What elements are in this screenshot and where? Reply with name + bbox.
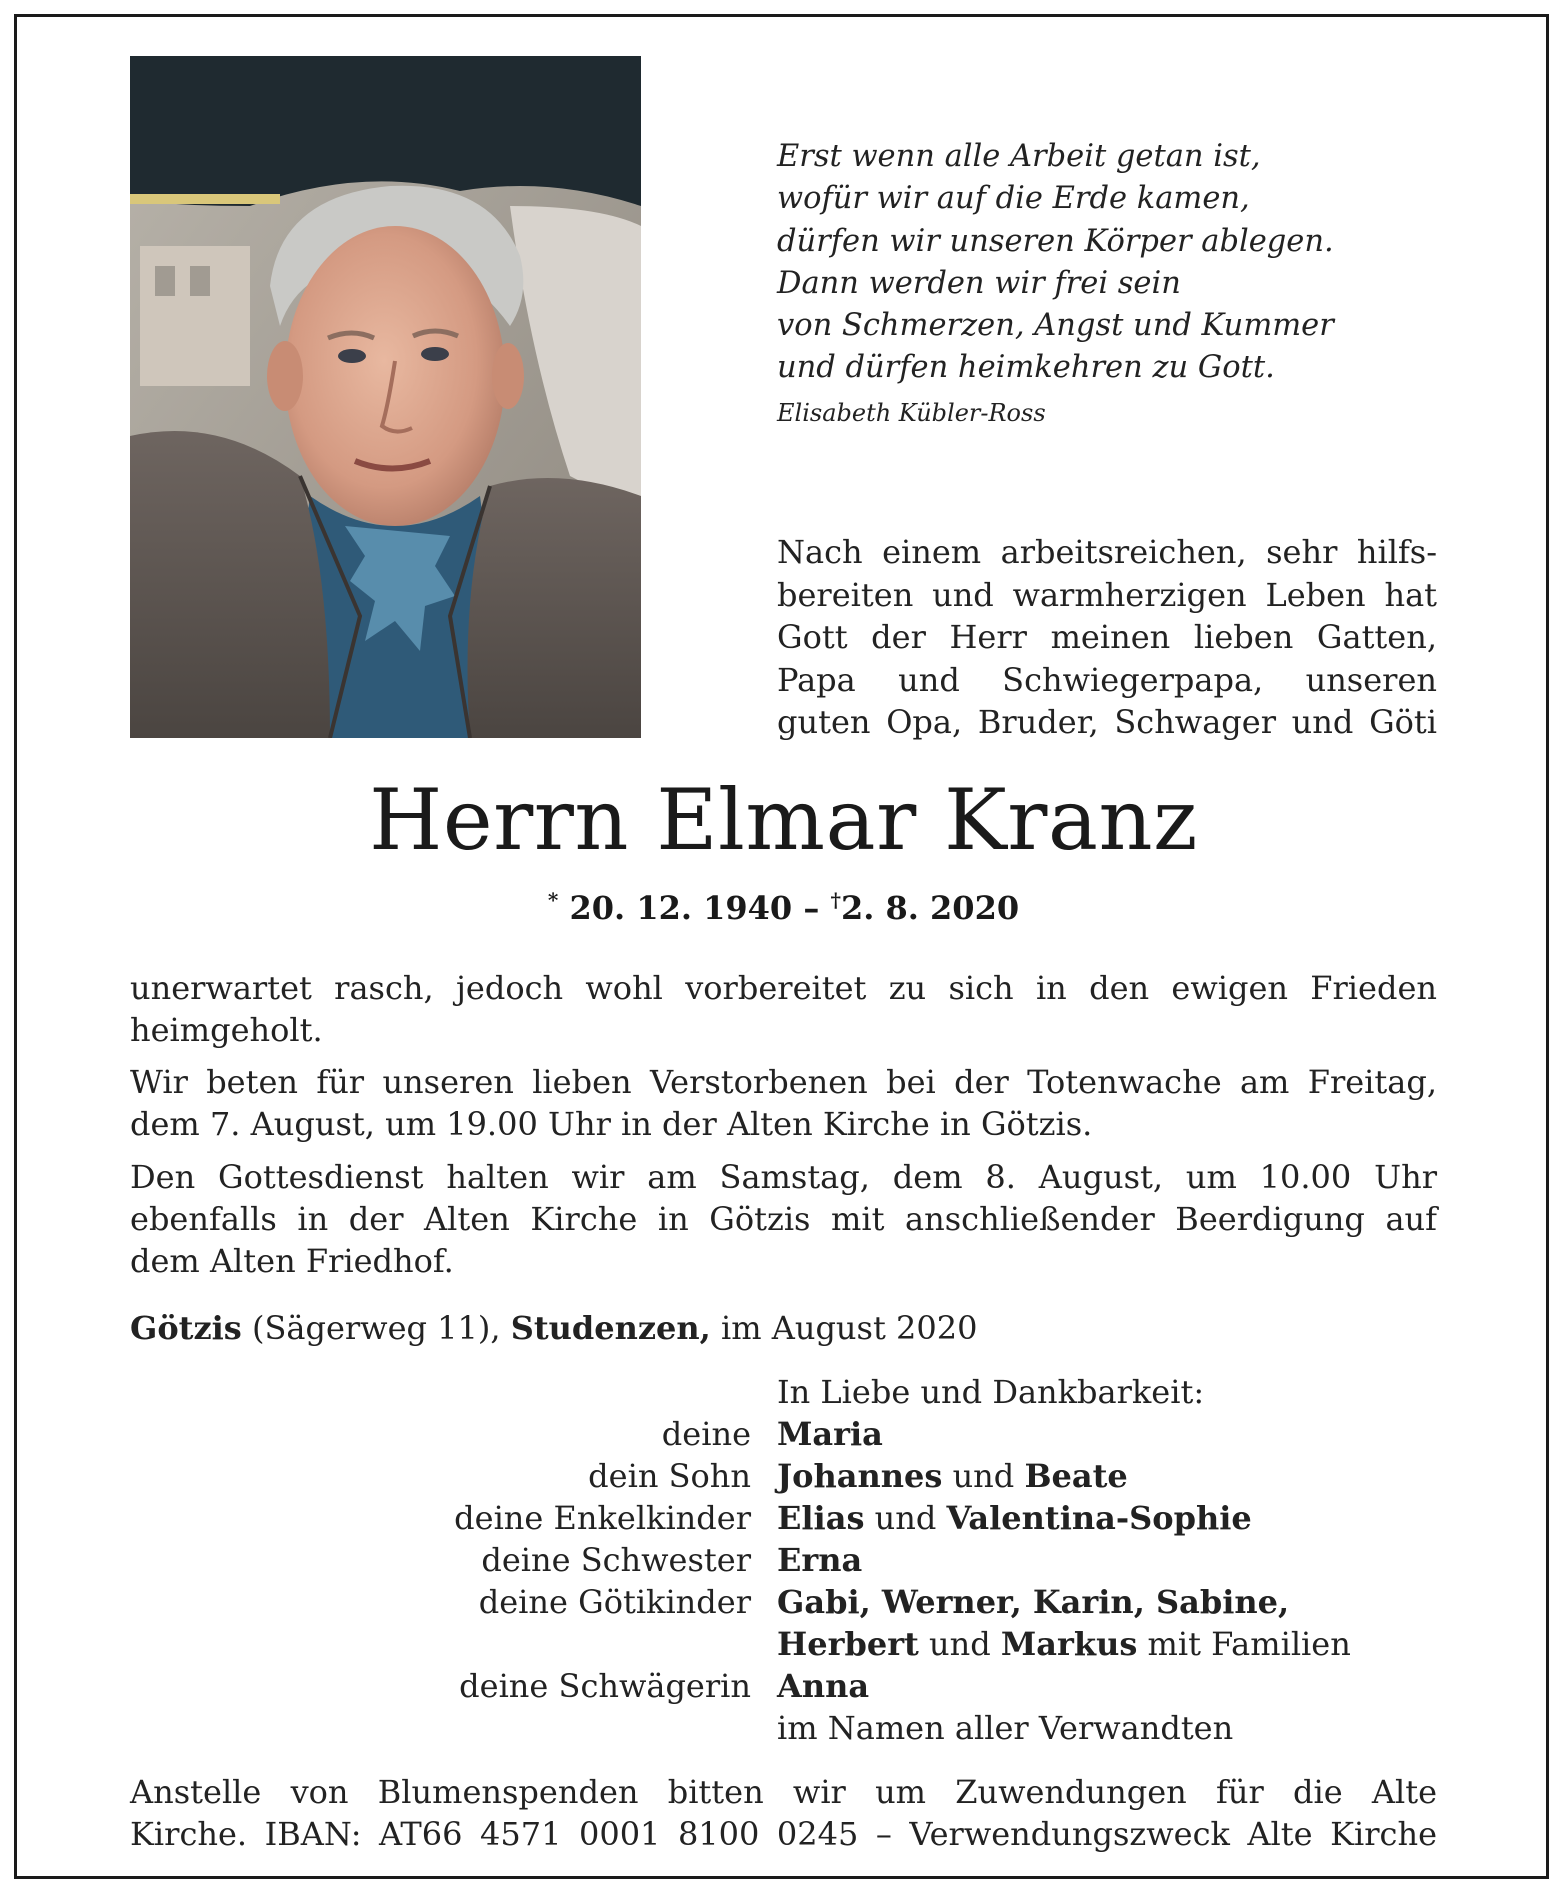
quote-line: und dürfen heimkehren zu Gott. xyxy=(777,350,1275,386)
quote-line: wofür wir auf die Erde kamen, xyxy=(777,181,1250,217)
town-studenzen: Studenzen, xyxy=(510,1309,711,1347)
place-and-date xyxy=(130,1307,977,1349)
town-gotzis: Götzis xyxy=(130,1309,242,1347)
date-separator: – xyxy=(803,889,820,927)
family-names xyxy=(777,1623,1351,1665)
birth-date: 20. 12. 1940 xyxy=(569,889,793,927)
with-families: mit Familien xyxy=(1137,1625,1351,1663)
life-dates xyxy=(0,888,1567,927)
family-name: Markus xyxy=(1000,1625,1138,1663)
family-names xyxy=(777,1539,862,1581)
body-line: ebenfalls in der Alten Kirche in Götzis mit anschließender Beerdigung auf xyxy=(130,1200,1437,1238)
family-row-relatives xyxy=(0,1707,1567,1749)
relation-label: dein Sohn xyxy=(588,1457,751,1495)
family-row-sister xyxy=(0,1539,1567,1581)
month-year: im August 2020 xyxy=(710,1309,978,1347)
relation-label: deine Schwägerin xyxy=(459,1667,751,1705)
intro-line: bereiten und warmherzigen Leben hat xyxy=(777,575,1437,614)
family-names xyxy=(777,1665,869,1707)
relation-label: deine Schwester xyxy=(481,1541,751,1579)
family-name: Elias xyxy=(777,1499,865,1537)
family-names xyxy=(777,1497,1252,1539)
quote-line: dürfen wir unseren Körper ablegen. xyxy=(777,223,1334,259)
family-heading: In Liebe und Dankbarkeit: xyxy=(777,1373,1205,1411)
donation-note xyxy=(130,1771,1437,1855)
death-symbol: † xyxy=(830,888,841,912)
quote-line: von Schmerzen, Angst und Kummer xyxy=(777,308,1334,344)
donation-line: Kirche. IBAN: AT66 4571 0001 8100 0245 – Verwendungszweck Alte Kirche xyxy=(130,1815,1437,1853)
body-paragraph-3 xyxy=(130,1156,1437,1282)
relation-label: deine Enkelkinder xyxy=(454,1499,751,1537)
birth-symbol: * xyxy=(547,888,559,912)
family-name: Beate xyxy=(1024,1457,1128,1495)
intro-line: Papa und Schwiegerpapa, unseren xyxy=(777,660,1437,699)
body-line: Den Gottesdienst halten wir am Samstag, dem 8. August, um 10.00 Uhr xyxy=(130,1158,1437,1196)
conjunction: und xyxy=(864,1499,947,1537)
family-names xyxy=(777,1581,1289,1623)
family-name: Herbert xyxy=(777,1625,919,1663)
family-row-godchildren-cont xyxy=(0,1623,1567,1665)
quote-line: Erst wenn alle Arbeit getan ist, xyxy=(777,139,1261,174)
body-paragraph-2 xyxy=(130,1061,1437,1145)
relation-label: deine Götikinder xyxy=(478,1583,751,1621)
body-line: unerwartet rasch, jedoch wohl vorbereitet zu sich in den ewigen Frieden xyxy=(130,969,1437,1007)
family-row-son xyxy=(0,1455,1567,1497)
body-line: dem 7. August, um 19.00 Uhr in der Alten Kirche in Götzis. xyxy=(130,1105,1093,1143)
family-row-wife xyxy=(0,1413,1567,1455)
deceased-name: Herrn Elmar Kranz xyxy=(369,771,1198,869)
intro-line: Gott der Herr meinen lieben Gatten, xyxy=(777,618,1437,656)
body-line: heimgeholt. xyxy=(130,1011,323,1049)
family-names xyxy=(777,1413,883,1455)
memorial-quote xyxy=(777,136,1477,390)
portrait-photo xyxy=(130,56,641,738)
intro-line: guten Opa, Bruder, Schwager und Göti xyxy=(777,703,1437,741)
death-date: 2. 8. 2020 xyxy=(840,889,1020,927)
quote-line: Dann werden wir frei sein xyxy=(777,265,1181,301)
family-name: Anna xyxy=(777,1667,870,1705)
family-name: Erna xyxy=(777,1541,863,1579)
family-name: Maria xyxy=(777,1415,883,1453)
relation-label: deine xyxy=(661,1415,751,1453)
conjunction: und xyxy=(942,1457,1025,1495)
family-row-grandchildren xyxy=(0,1497,1567,1539)
family-name: Valentina-Sophie xyxy=(946,1499,1252,1537)
intro-paragraph xyxy=(777,531,1437,744)
quote-author: Elisabeth Kübler-Ross xyxy=(777,399,1046,427)
family-names xyxy=(777,1455,1128,1497)
family-name: Johannes xyxy=(777,1457,943,1495)
relatives-note: im Namen aller Verwandten xyxy=(777,1709,1234,1747)
family-row-sister-in-law xyxy=(0,1665,1567,1707)
conjunction: und xyxy=(918,1625,1001,1663)
family-name: Gabi, Werner, Karin, Sabine, xyxy=(777,1583,1290,1621)
body-line: dem Alten Friedhof. xyxy=(130,1242,454,1280)
address: (Sägerweg 11), xyxy=(241,1309,511,1347)
body-paragraph-1 xyxy=(130,967,1437,1051)
donation-line: Anstelle von Blumenspenden bitten wir um Zuwendungen für die Alte xyxy=(130,1773,1437,1811)
body-line: Wir beten für unseren lieben Verstorbenen bei der Totenwache am Freitag, xyxy=(130,1063,1437,1101)
family-row-godchildren xyxy=(0,1581,1567,1623)
intro-line: Nach einem arbeitsreichen, sehr hilfs- xyxy=(777,533,1437,571)
